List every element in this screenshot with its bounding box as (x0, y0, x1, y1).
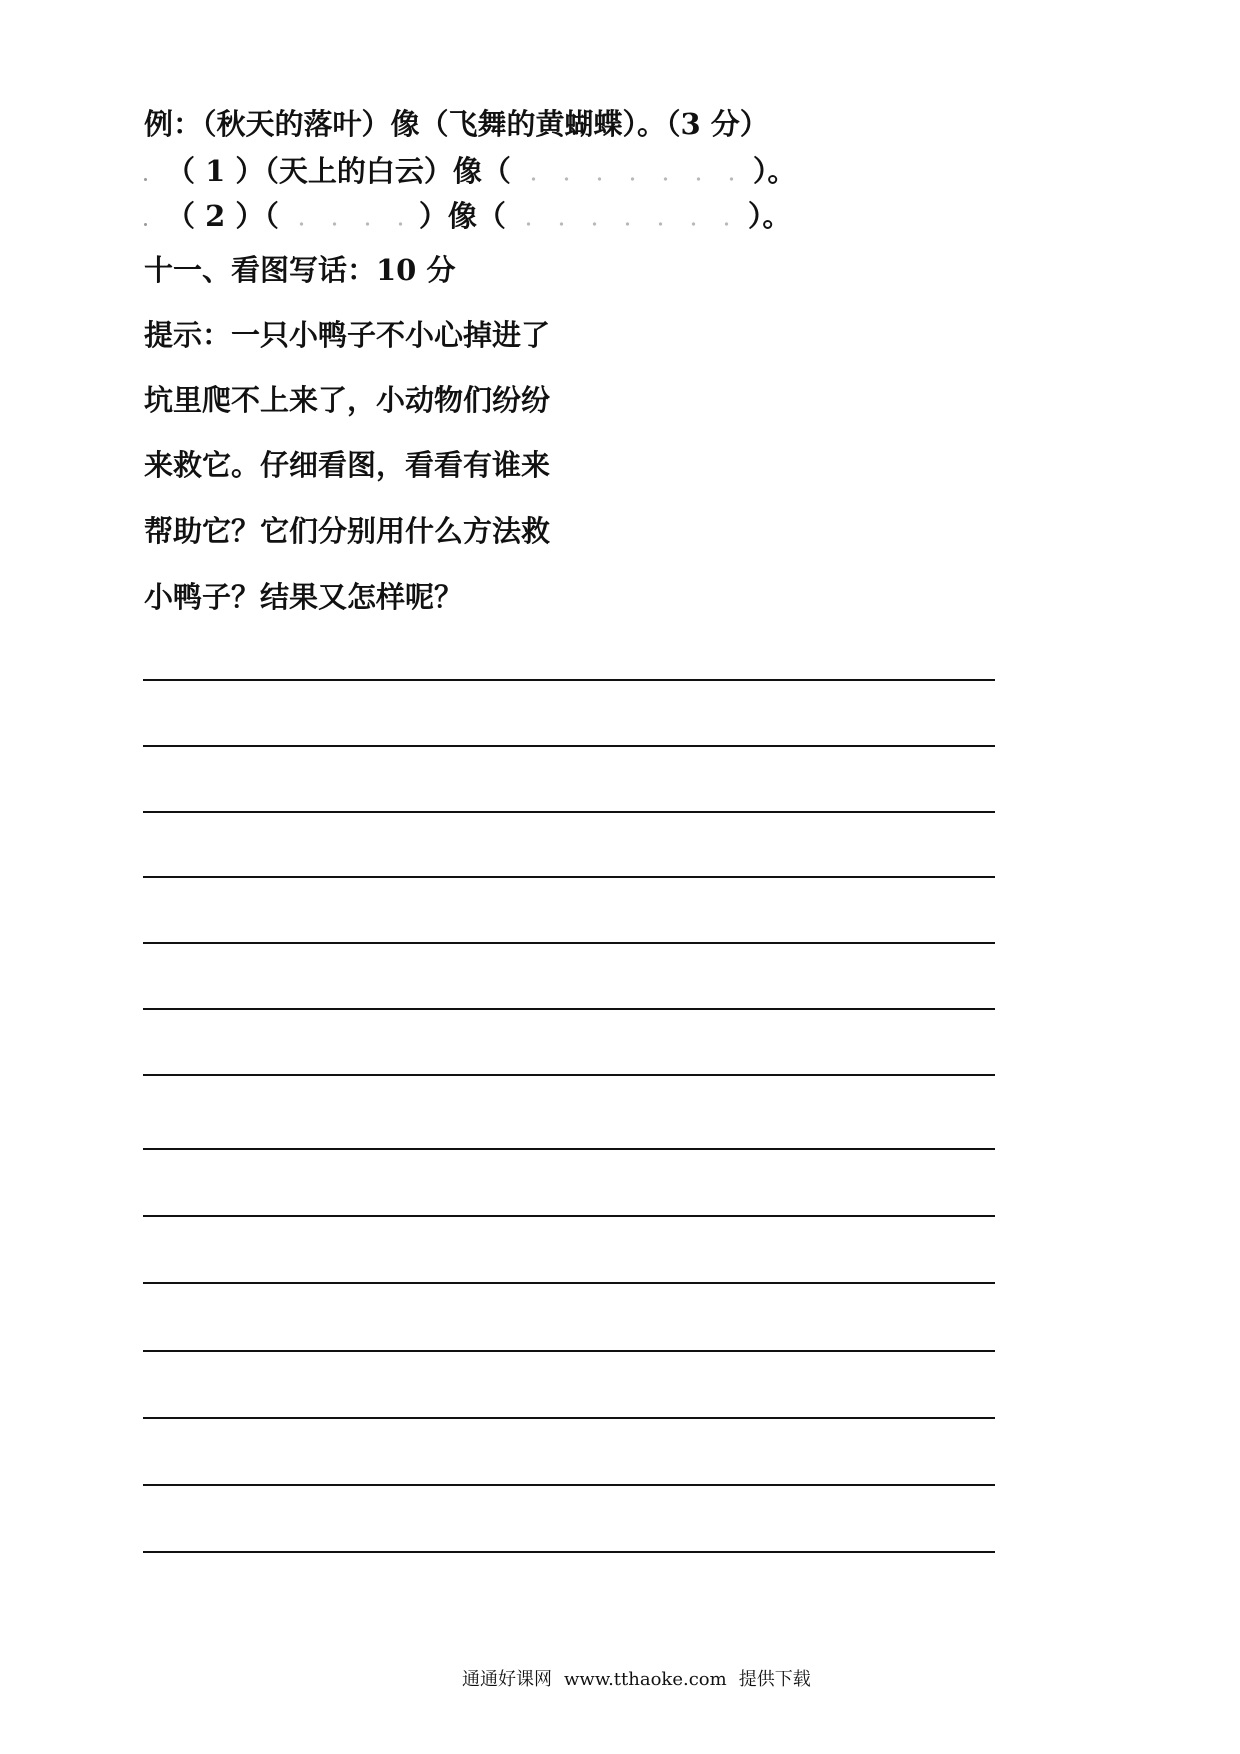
prompt-line: 坑里爬不上来了，小动物们纷纷 (144, 383, 551, 417)
writing-line (143, 1148, 995, 1150)
page-footer (462, 1668, 811, 1692)
writing-line (143, 1008, 995, 1010)
prompt-line: 小鸭子？结果又怎样呢？ (144, 580, 464, 614)
item-2-suffix: ）。 (747, 199, 792, 233)
item-2-subject-blank (279, 198, 419, 234)
writing-line (143, 1484, 995, 1486)
list-marker-dot (144, 178, 147, 181)
writing-line (143, 876, 995, 878)
writing-line (143, 1417, 995, 1419)
writing-line (143, 745, 995, 747)
question-item-2 (166, 198, 791, 234)
question-item-1 (166, 153, 796, 189)
list-marker-dot (144, 223, 147, 226)
writing-line (143, 1350, 995, 1352)
footer-url: www.tthaoke.com (564, 1669, 727, 1690)
section-title: 十一、看图写话：10 分 (144, 253, 456, 287)
prompt-line: 帮助它？它们分别用什么方法救 (144, 514, 551, 548)
writing-line (143, 811, 995, 813)
example-sentence: 例：（秋天的落叶）像（飞舞的黄蝴蝶）。（3 分） (144, 107, 769, 141)
writing-line (143, 1551, 995, 1553)
writing-line (143, 1074, 995, 1076)
footer-note: 提供下载 (738, 1669, 811, 1690)
writing-line (143, 1215, 995, 1217)
footer-site-name: 通通好课网 (462, 1669, 552, 1690)
item-1-suffix: ）。 (752, 154, 797, 188)
prompt-line: 提示：一只小鸭子不小心掉进了 (144, 318, 551, 352)
item-2-middle: ）像（ (418, 199, 506, 233)
writing-line (143, 679, 995, 681)
item-2-prefix: （ 2 ）（ (166, 199, 279, 233)
item-1-answer-blank (511, 153, 753, 189)
item-2-answer-blank (506, 198, 748, 234)
writing-line (143, 1282, 995, 1284)
prompt-line: 来救它。仔细看图，看看有谁来 (144, 448, 551, 482)
item-1-prefix: （ 1 ）（天上的白云）像（ (166, 154, 511, 188)
writing-line (143, 942, 995, 944)
